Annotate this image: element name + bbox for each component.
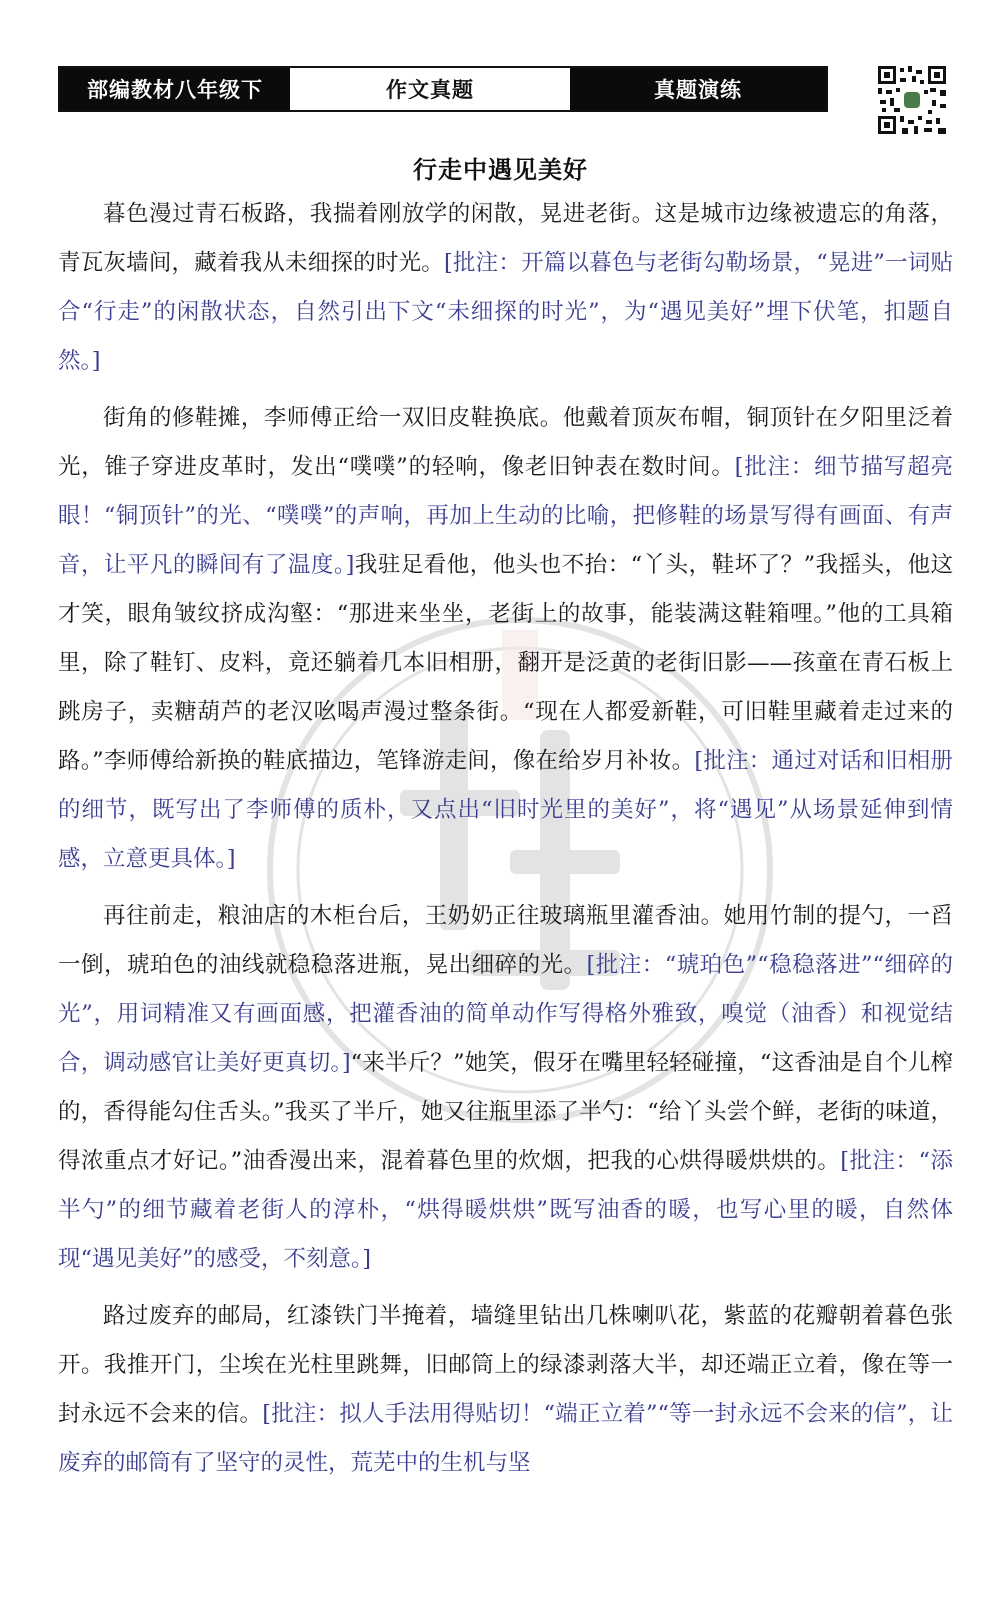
essay-text: “来半斤？”她笑，假牙在嘴里轻轻碰撞，“这香油是自个儿榨的，香得能勾住舌头。”我买了半斤，她又往瓶里添了半勺：“给丫头尝个鲜，老街的味道，得浓重点才好记。”油香漫出来，混着暮色里的炊烟，把我的心烘得暖烘烘的。 — [58, 1050, 954, 1174]
essay-text: 我驻足看他，他头也不抬：“丫头，鞋坏了？”我摇头，他这才笑，眼角皱纹挤成沟壑：“那进来坐坐，老街上的故事，能装满这鞋箱哩。”他的工具箱里，除了鞋钉、皮料，竟还躺着几本旧相册，翻开是泛黄的老街旧影——孩童在青石板上跳房子，卖糖葫芦的老汉吆喝声漫过整条街。“现在人都爱新鞋，可旧鞋里藏着走过来的路。”李师傅给新换的鞋底描边，笔锋游走间，像在给岁月补妆。 — [58, 552, 953, 774]
annotation-note: [批注：“添半勺”的细节藏着老街人的淳朴，“烘得暖烘烘”既写油香的暖，也写心里的暖，自然体现“遇见美好”的感受，不刻意。] — [58, 1148, 953, 1272]
paragraph-1 — [58, 190, 953, 386]
header-bar — [58, 66, 828, 112]
qr-code-icon[interactable] — [878, 66, 946, 134]
paragraph-4 — [58, 1292, 953, 1488]
paragraph-2 — [58, 394, 953, 884]
annotation-note: [批注：通过对话和旧相册的细节，既写出了李师傅的质朴，又点出“旧时光里的美好”，将“遇见”从场景延伸到情感，立意更具体。] — [58, 748, 953, 872]
header-category-label: 作文真题 — [290, 68, 570, 110]
paragraph-3 — [58, 892, 953, 1284]
essay-text: 暮色漫过青石板路，我揣着刚放学的闲散，晃进老街。这是城市边缘被遗忘的角落，青瓦灰墙间，藏着我从未细探的时光。 — [58, 201, 953, 276]
essay-text: 街角的修鞋摊，李师傅正给一双旧皮鞋换底。他戴着顶灰布帽，铜顶针在夕阳里泛着光，锥子穿进皮革时，发出“噗噗”的轻响，像老旧钟表在数时间。 — [58, 405, 953, 480]
annotation-note: [批注：开篇以暮色与老街勾勒场景，“晃进”一词贴合“行走”的闲散状态，自然引出下文“未细探的时光”，为“遇见美好”埋下伏笔，扣题自然。] — [58, 250, 953, 374]
annotation-note: [批注：细节描写超亮眼！“铜顶针”的光、“噗噗”的声响，再加上生动的比喻，把修鞋的场景写得有画面、有声音，让平凡的瞬间有了温度。] — [58, 454, 953, 578]
header-section-label: 真题演练 — [570, 68, 826, 110]
essay-text: 路过废弃的邮局，红漆铁门半掩着，墙缝里钻出几株喇叭花，紫蓝的花瓣朝着暮色张开。我推开门，尘埃在光柱里跳舞，旧邮筒上的绿漆剥落大半，却还端正立着，像在等一封永远不会来的信。 — [58, 1303, 953, 1427]
annotation-note: [批注：拟人手法用得贴切！“端正立着”“等一封永远不会来的信”，让废弃的邮筒有了坚守的灵性，荒芜中的生机与坚 — [58, 1401, 953, 1476]
annotation-note: [批注：“琥珀色”“稳稳落进”“细碎的光”，用词精准又有画面感，把灌香油的简单动作写得格外雅致，嗅觉（油香）和视觉结合，调动感官让美好更真切。] — [58, 952, 953, 1076]
essay-title: 行走中遇见美好 — [413, 155, 588, 184]
essay-text: 再往前走，粮油店的木柜台后，王奶奶正往玻璃瓶里灌香油。她用竹制的提勺，一舀一倒，琥珀色的油线就稳稳落进瓶，晃出细碎的光。 — [58, 903, 953, 978]
header-grade-label: 部编教材八年级下 — [60, 68, 290, 110]
essay-body — [58, 190, 953, 1488]
